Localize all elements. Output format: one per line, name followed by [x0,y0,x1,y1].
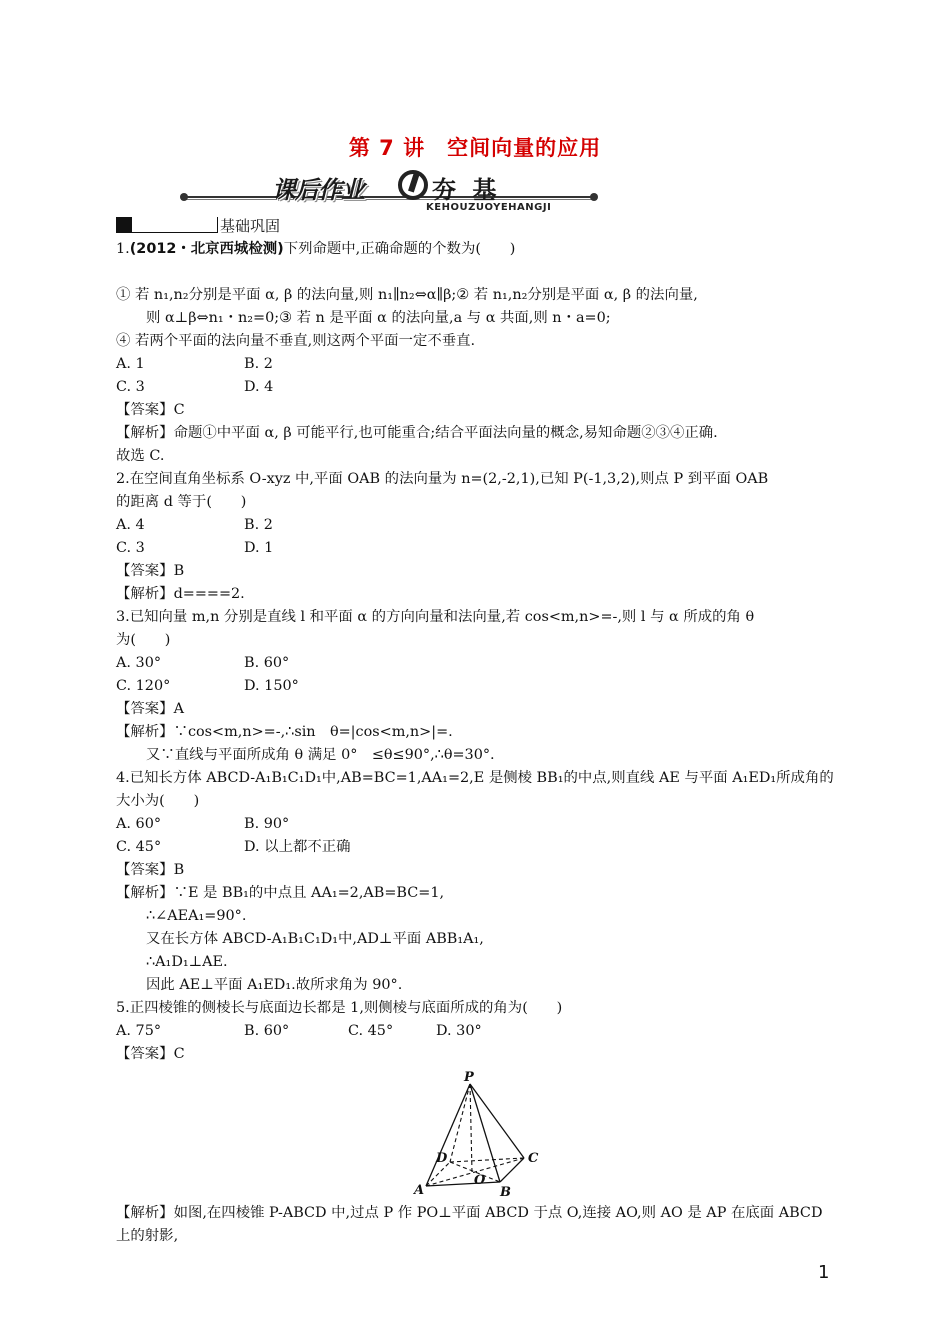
section-square-icon [116,217,132,233]
q4-options-row [116,836,836,859]
banner-title-right: 夯 基 [432,176,501,204]
option-a: A. 1 [116,356,145,372]
q5-stem: 5.正四棱锥的侧棱长与底面边长都是 1,则侧棱与底面所成的角为( ) [116,1000,563,1016]
spacer [116,261,836,284]
q1-body-line: ④ 若两个平面的法向量不垂直,则这两个平面一定不垂直. [116,333,476,349]
option-c: C. 45° [348,1023,394,1039]
option-b: B. 60° [244,655,290,671]
banner-ring-icon [398,170,428,200]
q4-analysis: 【解析】∵E 是 BB₁的中点且 AA₁=2,AB=BC=1, [116,885,445,901]
edge-pc [470,1084,524,1158]
q2-answer: 【答案】B [116,563,185,579]
banner-title-left: 课后作业 [272,176,364,204]
option-a: A. 75° [116,1023,162,1039]
section-underline [132,232,218,233]
q2-options-row [116,514,836,537]
q2-stem: 的距离 d 等于( ) [116,494,247,510]
option-b: B. 2 [244,517,273,533]
label-o: O [474,1173,486,1188]
option-c: C. 3 [116,379,145,395]
q3-analysis: 又∵直线与平面所成角 θ 满足 0° ≤θ≤90°,∴θ=30°. [146,747,495,763]
edge-pa [426,1084,470,1186]
q4-options-row [116,813,836,836]
option-b: B. 2 [244,356,273,372]
banner-rule [184,196,594,198]
option-b: B. 60° [244,1023,290,1039]
label-c: C [528,1151,539,1166]
q2-options-row [116,537,836,560]
edge-bc [500,1158,524,1182]
q4-analysis: 又在长方体 ABCD-A₁B₁C₁D₁中,AD⊥平面 ABB₁A₁, [146,931,484,947]
homework-banner [180,168,600,216]
edge-dc-hidden [450,1158,524,1162]
edge-pb [470,1084,500,1182]
q4-analysis: 因此 AE⊥平面 A₁ED₁.故所求角为 90°. [146,977,403,993]
height-po-hidden [470,1084,472,1172]
edge-ab [426,1182,500,1186]
q2-analysis: 【解析】d====2. [116,586,245,602]
q1-analysis: 故选 C. [116,448,165,464]
q4-analysis: ∴∠AEA₁=90°. [146,908,247,924]
q3-stem: 为( ) [116,632,171,648]
label-d: D [436,1151,448,1166]
q1-options-row [116,376,836,399]
q5-analysis: 上的射影, [116,1228,179,1244]
q4-answer: 【答案】B [116,862,185,878]
q2-stem: 2.在空间直角坐标系 O-xyz 中,平面 OAB 的法向量为 n=(2,-2,1),已知 P(-1,3,2),则点 P 到平面 OAB [116,471,769,487]
q3-options-row [116,675,836,698]
option-c: C. 45° [116,839,162,855]
q3-analysis: 【解析】∵cos<m,n>=-,∴sin θ=|cos<m,n>|=. [116,724,453,740]
option-d: D. 1 [244,540,274,556]
banner-rule-thin [184,199,594,200]
q4-analysis: ∴A₁D₁⊥AE. [146,954,228,970]
q1-source: (2012・北京西城检测) [129,241,284,257]
q4-stem: 大小为( ) [116,793,200,809]
q3-stem: 3.已知向量 m,n 分别是直线 l 和平面 α 的方向向量和法向量,若 cos<m,n>=-,则 l 与 α 所成的角 θ [116,609,755,625]
section-divider [217,217,218,233]
label-b: B [500,1185,511,1198]
q5-analysis: 【解析】如图,在四棱锥 P-ABCD 中,过点 P 作 PO⊥平面 ABCD 于点 O,连接 AO,则 AO 是 AP 在底面 ABCD [116,1205,823,1221]
section-title: 基础巩固 [220,217,281,235]
page-number: 1 [818,1262,830,1283]
exercise-content [116,238,836,1248]
pyramid-diagram [408,1070,548,1198]
banner-dot-left [180,193,188,201]
option-d: D. 4 [244,379,274,395]
banner-dot-right [590,193,598,201]
option-d: D. 30° [436,1023,482,1039]
option-a: A. 30° [116,655,162,671]
q1-body-line: 则 α⊥β⇔n₁・n₂=0;③ 若 n 是平面 α 的法向量,a 与 α 共面,则 n・a=0; [146,310,611,326]
label-a: A [414,1183,425,1198]
section-heading [116,215,316,237]
pyramid-figure [116,1066,836,1202]
q1-options-row [116,353,836,376]
banner-subtitle: KEHOUZUOYEHANGJI [426,202,552,213]
option-a: A. 4 [116,517,145,533]
q1-number: 1. [116,241,130,257]
q1-body-line: ① 若 n₁,n₂分别是平面 α, β 的法向量,则 n₁∥n₂⇔α∥β;② 若 n₁,n₂分别是平面 α, β 的法向量, [116,287,698,303]
option-d: D. 150° [244,678,299,694]
q1-stem [116,238,836,261]
q1-stem-text: 下列命题中,正确命题的个数为( ) [283,241,516,257]
option-c: C. 120° [116,678,171,694]
option-d: D. 以上都不正确 [244,839,351,855]
q5-options-row [116,1020,836,1043]
q1-answer: 【答案】C [116,402,185,418]
option-c: C. 3 [116,540,145,556]
option-a: A. 60° [116,816,162,832]
page-title: 第 7 讲 空间向量的应用 [348,136,602,160]
q3-answer: 【答案】A [116,701,184,717]
q5-answer: 【答案】C [116,1046,185,1062]
q1-analysis: 【解析】命题①中平面 α, β 可能平行,也可能重合;结合平面法向量的概念,易知命题②③④正确. [116,425,718,441]
option-b: B. 90° [244,816,290,832]
q3-options-row [116,652,836,675]
label-p: P [464,1070,474,1085]
q4-stem: 4.已知长方体 ABCD-A₁B₁C₁D₁中,AB=BC=1,AA₁=2,E 是侧棱 BB₁的中点,则直线 AE 与平面 A₁ED₁所成角的 [116,770,834,786]
